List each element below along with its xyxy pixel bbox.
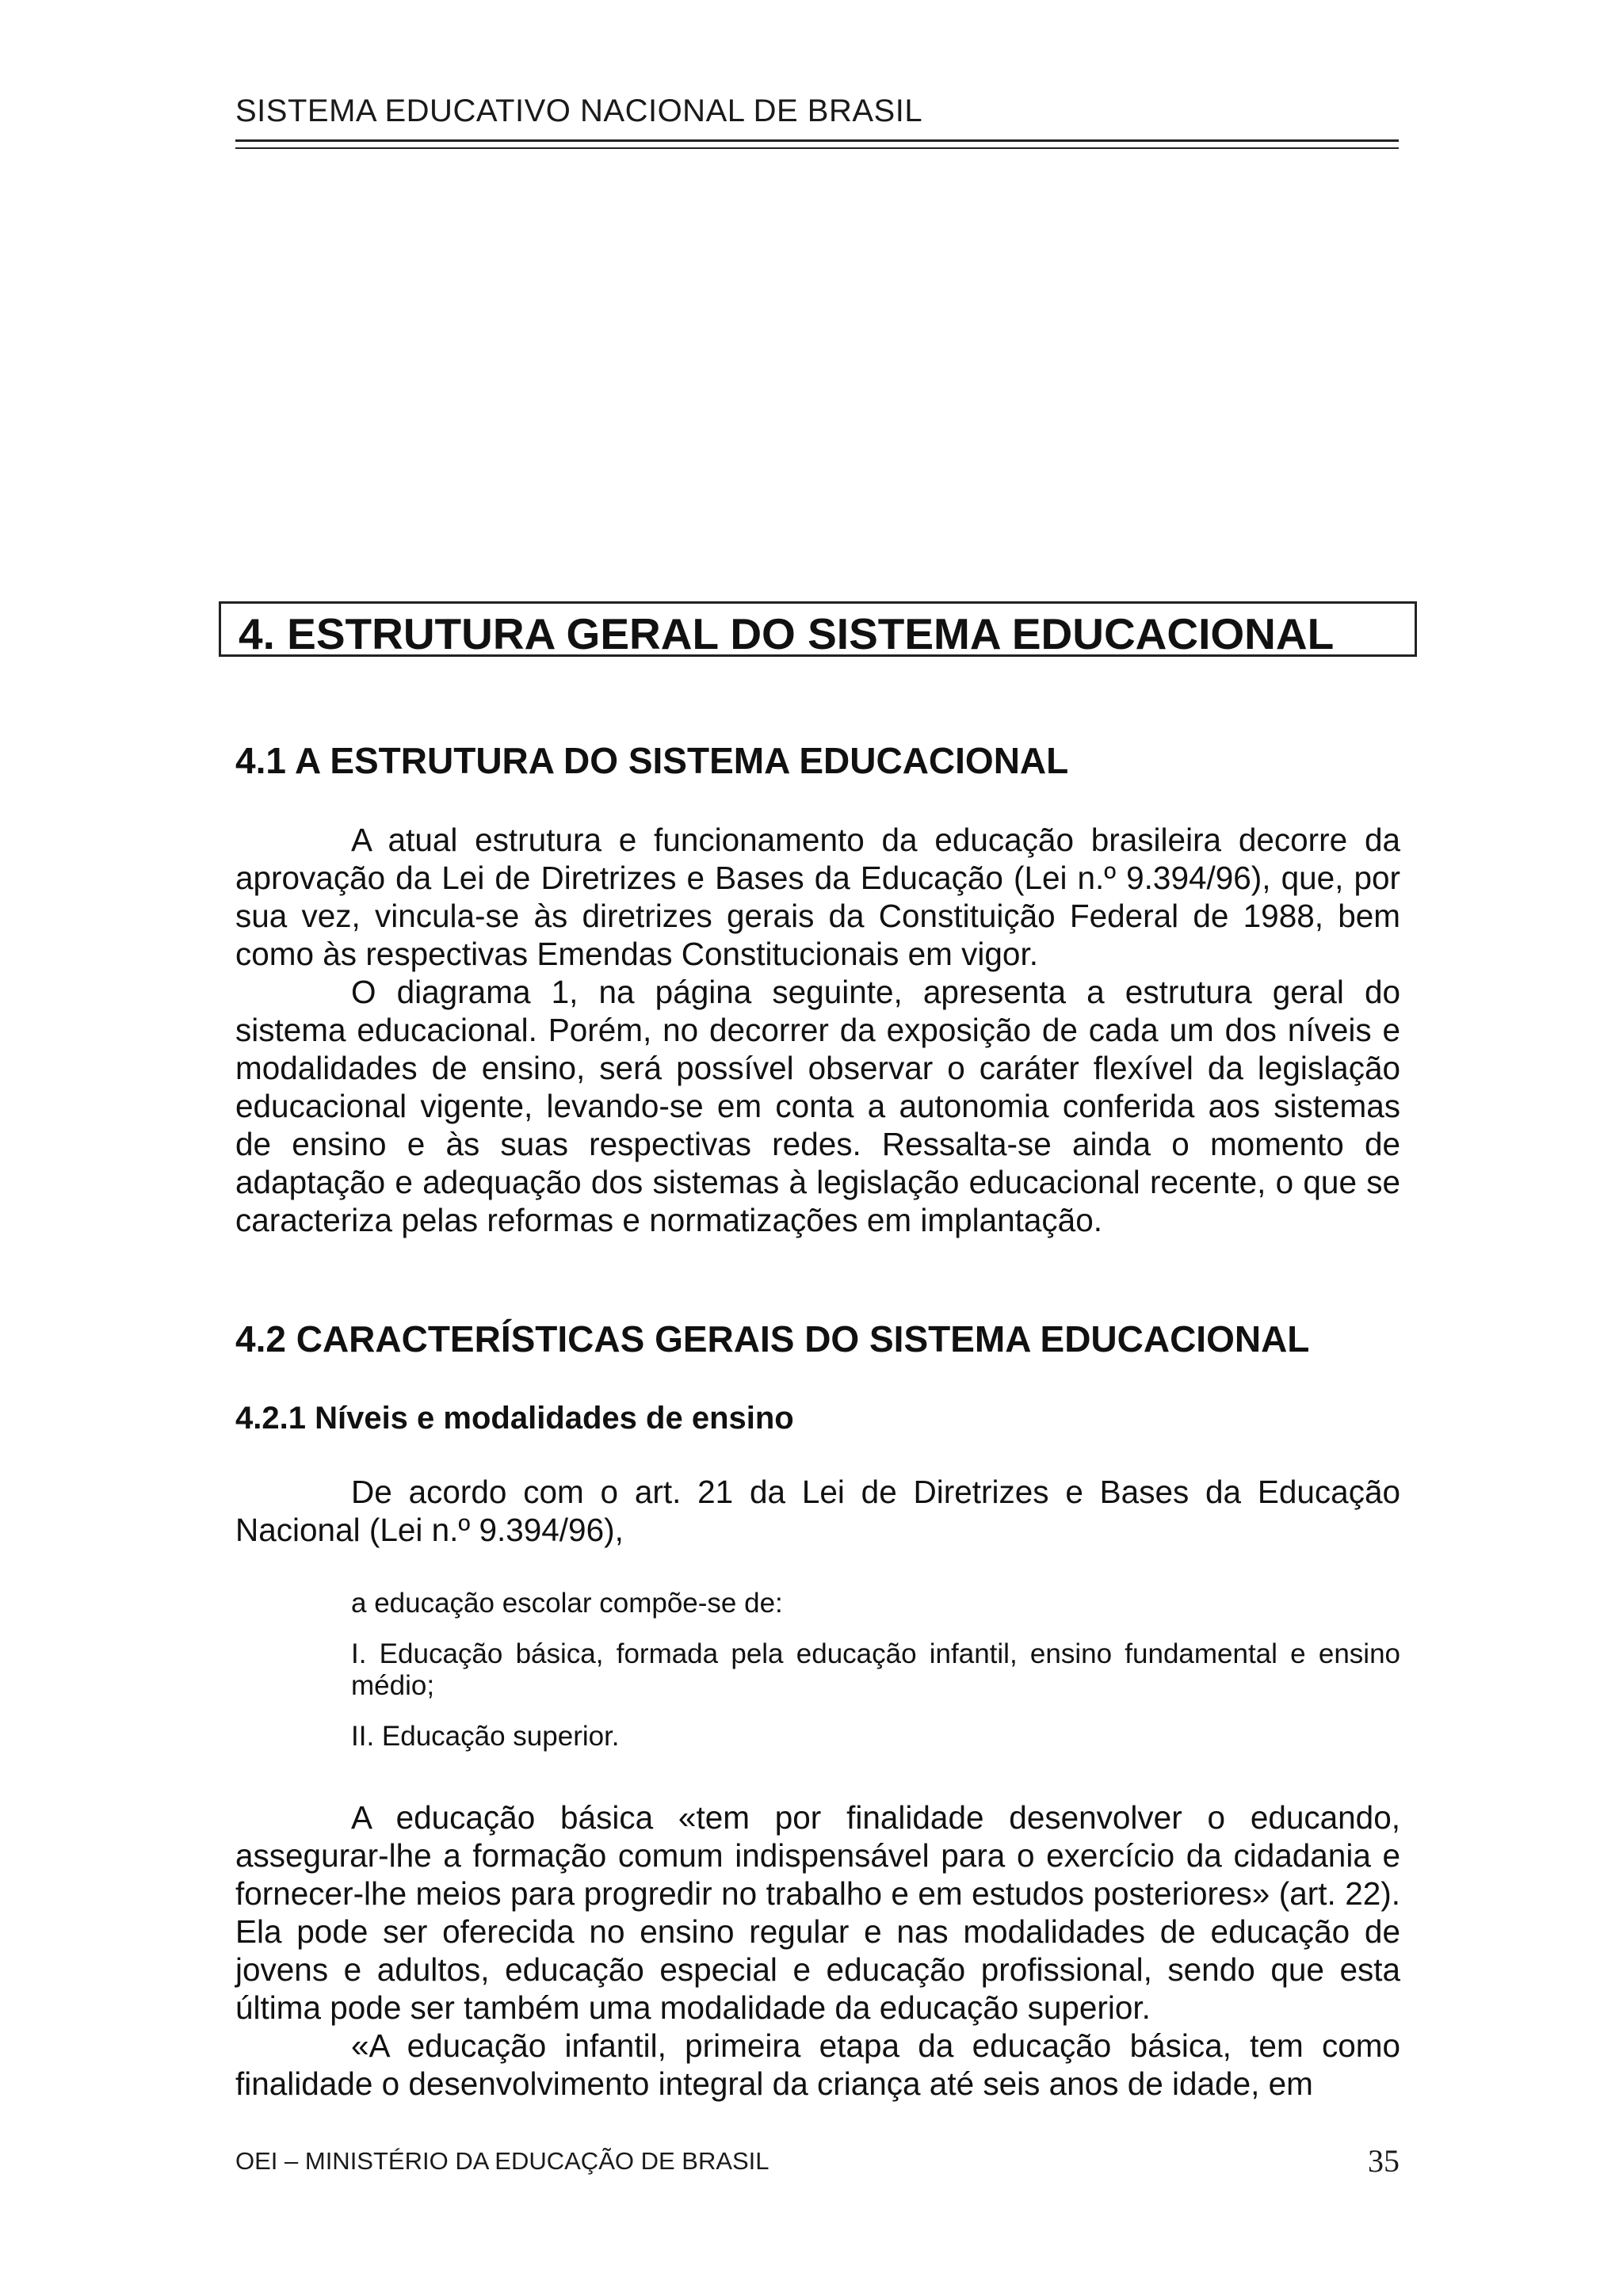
quote-lead: a educação escolar compõe-se de: — [351, 1588, 783, 1619]
paragraph: A educação básica «tem por finalidade desenvolver o educando, assegurar-lhe a formação comum indispensável para o exercício da cidadania e fornecer-lhe meios para progredir no trabalho e em estudos posteriores» (art. 22). Ela pode ser oferecida no ensino regular e nas modalidades de educação de jovens e adultos, educação especial e educação profissional, sendo que esta última pode ser também uma modalidade da educação superior. — [235, 1799, 1400, 2026]
paragraph: O diagrama 1, na página seguinte, apresenta a estrutura geral do sistema educacional. Porém, no decorrer da exposição de cada um dos níveis e modalidades de ensino, será possível observar o caráter flexível da legislação educacional vigente, levando-se em conta a autonomia conferida aos sistemas de ensino e às suas respectivas redes. Ressalta-se ainda o momento de adaptação e adequação dos sistemas à legislação educacional recente, o que se caracteriza pelas reformas e normatizações em implantação. — [235, 974, 1400, 1238]
chapter-title-box — [219, 601, 1417, 657]
quote-item-2: II. Educação superior. — [351, 1721, 620, 1752]
section-4-2-1-intro — [235, 1473, 1400, 1549]
quote-item-1: I. Educação básica, formada pela educação infantil, ensino fundamental e ensino médio; — [351, 1638, 1400, 1701]
paragraph: A atual estrutura e funcionamento da educação brasileira decorre da aprovação da Lei de Diretrizes e Bases da Educação (Lei n.º 9.394/96), que, por sua vez, vincula-se às diretrizes gerais da Constituição Federal de 1988, bem como às respectivas Emendas Constitucionais em vigor. — [235, 822, 1400, 972]
section-4-1-heading: 4.1 A ESTRUTURA DO SISTEMA EDUCACIONAL — [235, 740, 1069, 781]
legal-quote — [351, 1588, 1400, 1772]
page-number: 35 — [1368, 2143, 1400, 2179]
section-4-2-1-heading: 4.2.1 Níveis e modalidades de ensino — [235, 1401, 794, 1436]
header-rule-thin — [235, 147, 1399, 149]
section-4-1-body — [235, 821, 1400, 1239]
chapter-title: 4. ESTRUTURA GERAL DO SISTEMA EDUCACIONAL — [239, 609, 1335, 658]
footer-publisher: OEI – MINISTÉRIO DA EDUCAÇÃO DE BRASIL — [235, 2147, 769, 2175]
section-4-2-1-body — [235, 1798, 1400, 2103]
paragraph: De acordo com o art. 21 da Lei de Diretrizes e Bases da Educação Nacional (Lei n.º 9.394/96), — [235, 1474, 1400, 1548]
header-rule-thick — [235, 139, 1399, 142]
paragraph: «A educação infantil, primeira etapa da educação básica, tem como finalidade o desenvolvimento integral da criança até seis anos de idade, em — [235, 2027, 1400, 2102]
section-4-2-heading: 4.2 CARACTERÍSTICAS GERAIS DO SISTEMA EDUCACIONAL — [235, 1318, 1310, 1360]
running-header: SISTEMA EDUCATIVO NACIONAL DE BRASIL — [235, 93, 923, 128]
